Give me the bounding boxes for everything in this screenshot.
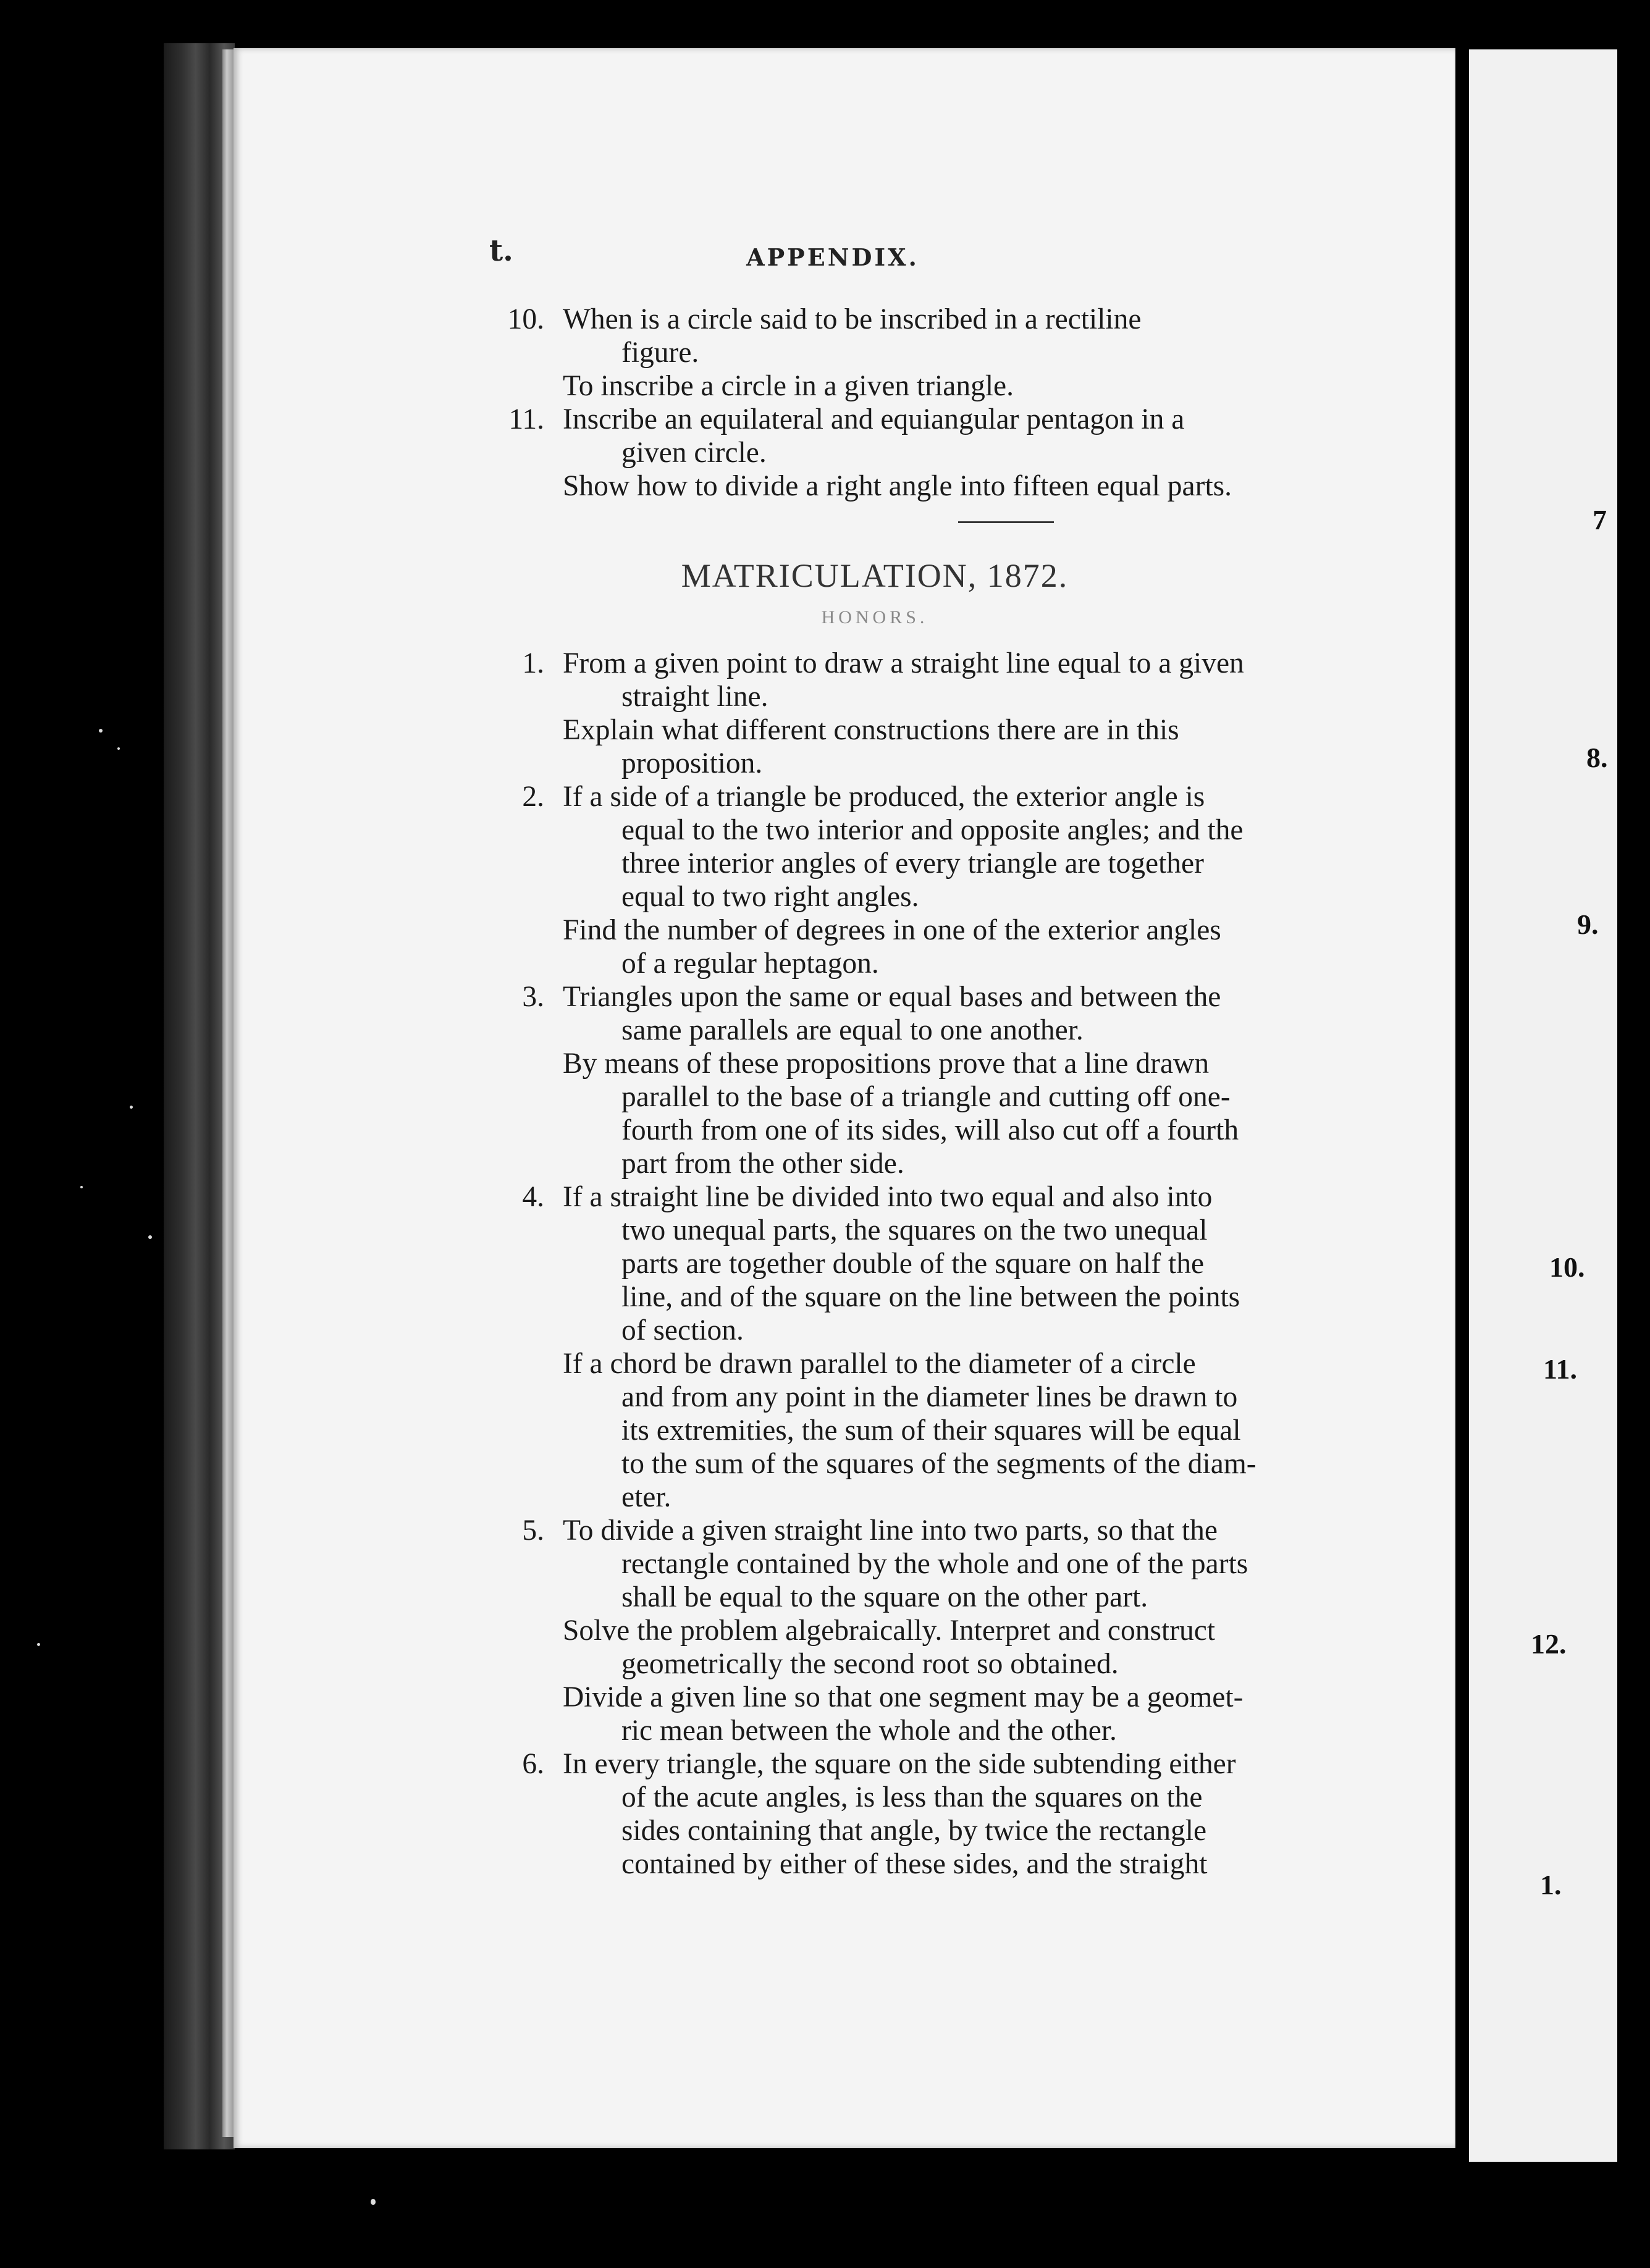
question-number: 1. xyxy=(522,647,544,679)
question-text-line: its extremities, the sum of their squares will be equal xyxy=(621,1414,1241,1447)
section-rule xyxy=(958,521,1054,523)
facing-page-mark: 11. xyxy=(1543,1353,1577,1385)
facing-page-mark: 12. xyxy=(1531,1628,1567,1660)
question-text-line: Triangles upon the same or equal bases and between the xyxy=(563,981,1221,1013)
question-text-line: three interior angles of every triangle are together xyxy=(621,847,1204,880)
question-text-line: Find the number of degrees in one of the exterior angles xyxy=(563,914,1221,946)
question-text-line: equal to the two interior and opposite angles; and the xyxy=(621,814,1244,846)
question-text-line: two unequal parts, the squares on the two unequal xyxy=(621,1214,1208,1246)
section-subtitle: HONORS. xyxy=(821,607,928,628)
question-text-line: By means of these propositions prove that a line drawn xyxy=(563,1048,1210,1080)
question-text-line: Show how to divide a right angle into fifteen equal parts. xyxy=(563,470,1232,502)
question-text-line: contained by either of these sides, and the straight xyxy=(621,1848,1208,1880)
question-text-line: fourth from one of its sides, will also cut off a fourth xyxy=(621,1114,1239,1146)
question-text-line: proposition. xyxy=(621,747,763,779)
question-text-line: geometrically the second root so obtained. xyxy=(621,1648,1119,1680)
question-text-line: shall be equal to the square on the other part. xyxy=(621,1581,1148,1613)
question-number: 10. xyxy=(507,303,544,335)
question-text-line: of the acute angles, is less than the squares on the xyxy=(621,1781,1203,1813)
question-text-line: figure. xyxy=(621,337,699,369)
question-text-line: given circle. xyxy=(621,437,767,469)
question-number: 4. xyxy=(522,1181,544,1213)
question-text-line: parts are together double of the square on half the xyxy=(621,1248,1205,1280)
question-text-line: eter. xyxy=(621,1481,671,1513)
question-text-line: ric mean between the whole and the other. xyxy=(621,1715,1117,1747)
question-text-line: If a straight line be divided into two equal and also into xyxy=(563,1181,1213,1213)
section-title: MATRICULATION, 1872. xyxy=(681,557,1069,594)
question-text-line: equal to two right angles. xyxy=(621,881,919,913)
question-text-line: To inscribe a circle in a given triangle. xyxy=(563,370,1014,402)
question-text-line: To divide a given straight line into two parts, so that the xyxy=(563,1514,1218,1547)
facing-page-mark: 7 xyxy=(1593,504,1607,536)
question-number: 3. xyxy=(522,981,544,1013)
question-number: 5. xyxy=(522,1514,544,1547)
question-text-line: Explain what different constructions there are in this xyxy=(563,714,1179,746)
question-text-line: and from any point in the diameter lines be drawn to xyxy=(621,1381,1238,1413)
question-text-line: If a side of a triangle be produced, the exterior angle is xyxy=(563,781,1205,813)
question-text-line: sides containing that angle, by twice the rectangle xyxy=(621,1815,1207,1847)
question-text-line: From a given point to draw a straight line equal to a given xyxy=(563,647,1244,679)
question-text-line: of section. xyxy=(621,1314,744,1346)
question-text-line: Inscribe an equilateral and equiangular pentagon in a xyxy=(563,403,1185,435)
facing-page-mark: 8. xyxy=(1586,742,1608,773)
question-text-line: parallel to the base of a triangle and cutting off one- xyxy=(621,1081,1231,1113)
question-text-line: If a chord be drawn parallel to the diameter of a circle xyxy=(563,1348,1196,1380)
question-text-line: When is a circle said to be inscribed in a rectiline xyxy=(563,303,1142,335)
facing-page-mark: 1. xyxy=(1540,1869,1562,1900)
book-page xyxy=(234,48,1455,2148)
question-number: 2. xyxy=(522,781,544,813)
question-number: 11. xyxy=(508,403,544,435)
question-text-line: part from the other side. xyxy=(621,1148,904,1180)
running-header-title: APPENDIX. xyxy=(746,243,919,271)
facing-page xyxy=(1469,49,1617,2162)
question-text-line: Divide a given line so that one segment may be a geomet- xyxy=(563,1681,1244,1713)
question-text-line: rectangle contained by the whole and one of the parts xyxy=(621,1548,1248,1580)
question-text-line: to the sum of the squares of the segments of the diam- xyxy=(621,1448,1256,1480)
question-text-line: straight line. xyxy=(621,681,768,713)
page-mark: t. xyxy=(489,233,513,268)
question-text-line: of a regular heptagon. xyxy=(621,947,879,980)
facing-page-mark: 9. xyxy=(1577,909,1599,940)
question-number: 6. xyxy=(522,1748,544,1780)
question-text-line: same parallels are equal to one another. xyxy=(621,1014,1084,1046)
page-edge xyxy=(222,49,234,2137)
question-text-line: line, and of the square on the line between the points xyxy=(621,1281,1240,1313)
question-text-line: Solve the problem algebraically. Interpret and construct xyxy=(563,1615,1216,1647)
facing-page-mark: 10. xyxy=(1549,1251,1585,1283)
question-text-line: In every triangle, the square on the side subtending either xyxy=(563,1748,1236,1780)
